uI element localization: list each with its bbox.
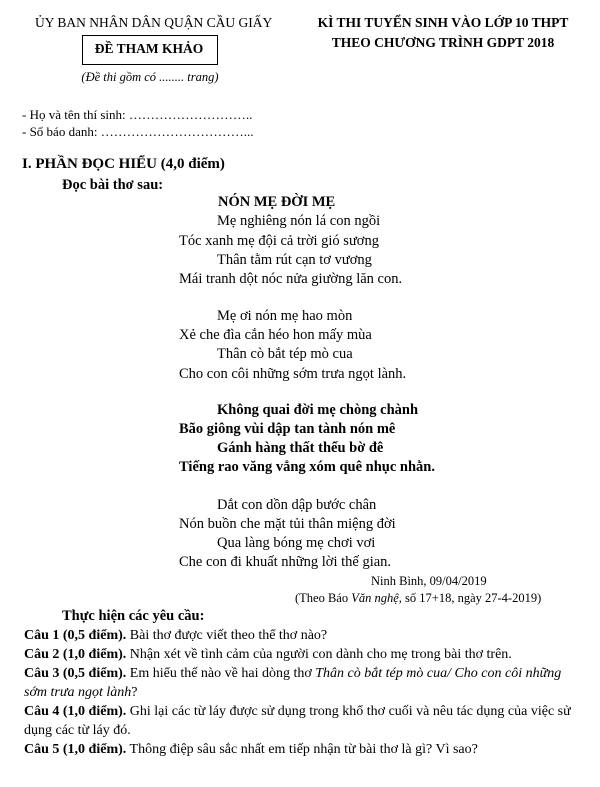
candidate-id-field: - Số báo danh: ……………………………... [22,124,254,139]
poem-line: Nón buồn che mặt tủi thân miệng đời [179,516,396,532]
poem-title: NÓN MẸ ĐỜI MẸ [218,194,336,210]
question-4 [24,702,586,740]
poem-line: Bão giông vùi dập tan tành nón mê [179,421,396,437]
question-3 [24,664,586,702]
poem-source-prefix: (Theo Báo [295,591,352,605]
poem-place-date: Ninh Bình, 09/04/2019 [371,574,487,588]
poem-source-paper: Văn nghệ [351,591,399,605]
question-3-quote: Thân cò bắt tép mò cua/ Cho con côi những sớm trưa ngọt lành [24,666,562,700]
poem-line: Xẻ che đìa cắn héo hon mấy mùa [179,327,372,343]
reference-exam-label: ĐỀ THAM KHẢO [94,41,204,56]
poem-line: Mẹ nghiêng nón lá con ngồi [217,213,381,229]
exam-title: KÌ THI TUYỂN SINH VÀO LỚP 10 THPT [317,15,569,30]
poem-line: Dắt con dồn dập bước chân [217,497,377,513]
question-3-text: Em hiểu thế nào về hai dòng thơ [126,666,316,681]
poem-line: Qua làng bóng mẹ chơi vơi [217,535,376,551]
poem-line: Cho con côi những sớm trưa ngọt lành. [179,366,407,382]
poem-line: Mẹ ơi nón mẹ hao mòn [217,308,353,324]
poem-line: Thân tằm rút cạn tơ vương [217,252,372,268]
question-1-text: Bài thơ được viết theo thể thơ nào? [126,628,328,643]
poem-line: Tóc xanh mẹ đội cả trời gió sương [179,233,379,249]
question-3-end: ? [131,685,138,700]
question-1 [24,626,586,645]
poem-line: Gánh hàng thất thểu bờ đê [217,440,384,456]
poem-source [295,591,541,606]
question-2-text: Nhận xét về tình cảm của người con dành cho mẹ trong bài thơ trên. [126,647,512,662]
exam-program: THEO CHƯƠNG TRÌNH GDPT 2018 [331,35,555,50]
poem-line: Mái tranh dột nóc nửa giường lăn con. [179,271,403,287]
page-count-note: (Đề thi gồm có ........ trang) [81,70,219,84]
question-3-label: Câu 3 (0,5 điểm). [24,666,127,681]
poem-line: Che con đi khuất những lời thế gian. [179,554,392,570]
question-1-label: Câu 1 (0,5 điểm). [24,628,127,643]
poem-line: Thân cò bắt tép mò cua [217,346,353,362]
poem-line: Tiếng rao văng vẳng xóm quê nhục nhằn. [179,459,435,475]
tasks-heading: Thực hiện các yêu cầu: [62,608,205,624]
issuing-authority: ỦY BAN NHÂN DÂN QUẬN CẦU GIẤY [35,15,273,30]
question-5-text: Thông điệp sâu sắc nhất em tiếp nhận từ bài thơ là gì? Vì sao? [126,742,478,757]
reading-instruction: Đọc bài thơ sau: [62,177,164,193]
question-4-text: Ghi lại các từ láy được sử dụng trong khổ thơ cuối và nêu tác dụng của việc sử dụng các từ láy đó. [24,704,571,738]
question-2-label: Câu 2 (1,0 điểm). [24,647,127,662]
candidate-name-field: - Họ và tên thí sinh: ……………………….. [22,107,253,122]
poem-line: Không quai đời mẹ chòng chành [217,402,419,418]
section-title: I. PHẦN ĐỌC HIỂU (4,0 điểm) [22,156,225,172]
question-2 [24,645,586,664]
poem-source-suffix: , số 17+18, ngày 27-4-2019) [398,591,542,605]
question-5 [24,740,586,759]
question-5-label: Câu 5 (1,0 điểm). [24,742,127,757]
question-4-label: Câu 4 (1,0 điểm). [24,704,127,719]
